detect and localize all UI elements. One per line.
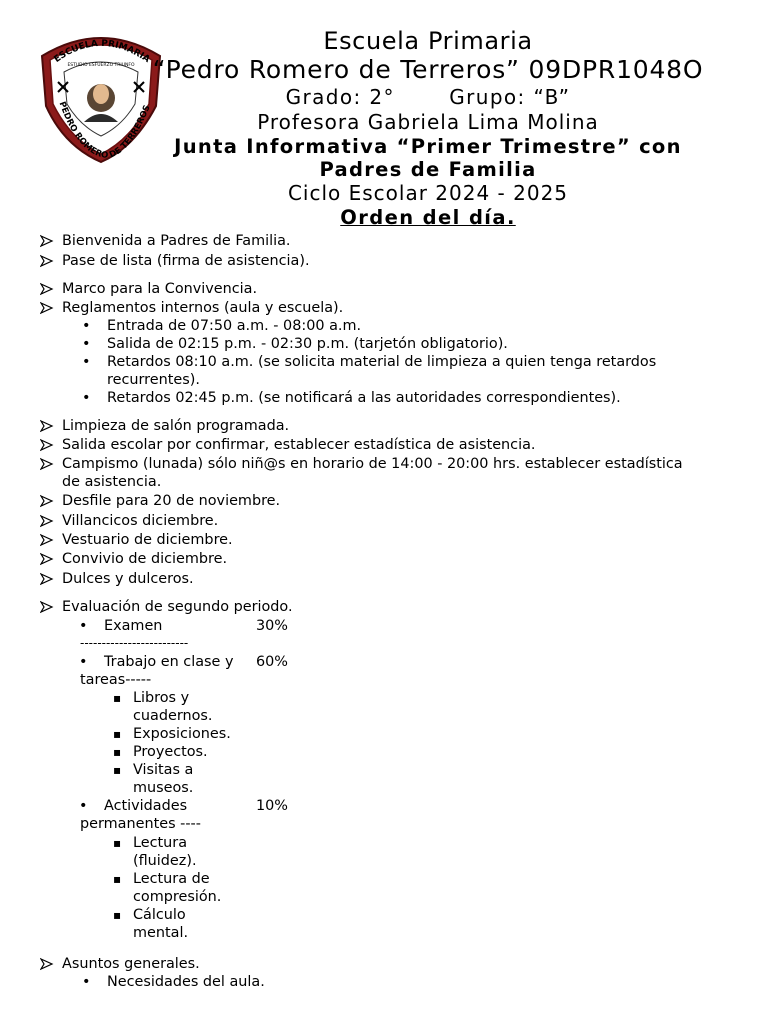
arrow-bullet-icon [40, 299, 54, 317]
document-header [128, 27, 728, 230]
eval-activities-label: • Actividades [104, 797, 187, 815]
eval-activities-item: ▪ Lectura [133, 834, 187, 852]
arrow-bullet-icon [40, 252, 54, 270]
arrow-bullet-icon [40, 417, 54, 435]
sub-list-item: • Salida de 02:15 p.m. - 02:30 p.m. (tarjetón obligatorio). [107, 335, 508, 353]
arrow-bullet-icon [40, 570, 54, 588]
eval-work-item-continuation: cuadernos. [133, 708, 213, 724]
eval-activities-item: ▪ Cálculo [133, 906, 186, 924]
arrow-bullet-icon [40, 455, 54, 473]
arrow-bullet-icon [40, 955, 54, 973]
eval-exam-dashes: ------------------------- [80, 636, 189, 650]
sub-list-item: • Necesidades del aula. [107, 973, 265, 991]
eval-work-item: ▪ Exposiciones. [133, 725, 231, 743]
svg-text:ESCUELA PRIMARIA: ESCUELA PRIMARIA [52, 38, 152, 66]
sub-list-item: • Retardos 08:10 a.m. (se solicita material de limpieza a quien tenga retardos [107, 353, 656, 371]
sub-list-item: • Entrada de 07:50 a.m. - 08:00 a.m. [107, 317, 361, 335]
list-item: Convivio de diciembre. [62, 551, 228, 567]
list-item: Asuntos generales. [62, 956, 200, 972]
sub-list-item-continuation: recurrentes). [107, 372, 200, 388]
eval-work-item: ▪ Visitas a [133, 761, 193, 779]
eval-activities-label-continuation: permanentes ---- [80, 816, 201, 832]
arrow-bullet-icon [40, 598, 54, 616]
eval-activities-item-continuation: compresión. [133, 889, 222, 905]
arrow-bullet-icon [40, 492, 54, 510]
list-item: Bienvenida a Padres de Familia. [62, 233, 291, 249]
list-item: Campismo (lunada) sólo niñ@s en horario de 14:00 - 20:00 hrs. establecer estadística [62, 456, 683, 472]
eval-work-item-continuation: museos. [133, 780, 194, 796]
list-item: Limpieza de salón programada. [62, 418, 290, 434]
list-item: Vestuario de diciembre. [62, 532, 233, 548]
list-item: Desfile para 20 de noviembre. [62, 493, 281, 509]
eval-activities-percent: 10% [256, 798, 288, 814]
list-item: Dulces y dulceros. [62, 571, 194, 587]
arrow-bullet-icon [40, 280, 54, 298]
arrow-bullet-icon [40, 232, 54, 250]
sub-list-item: • Retardos 02:45 p.m. (se notificará a las autoridades correspondientes). [107, 389, 621, 407]
eval-work-percent: 60% [256, 654, 288, 670]
arrow-bullet-icon [40, 531, 54, 549]
list-item: Villancicos diciembre. [62, 513, 219, 529]
arrow-bullet-icon [40, 436, 54, 454]
meeting-title-line-1: Junta Informativa “Primer Trimestre” con [174, 135, 682, 158]
eval-work-label-continuation: tareas----- [80, 672, 152, 688]
eval-exam-label: • Examen [104, 617, 162, 635]
eval-work-label: • Trabajo en clase y [104, 653, 233, 671]
list-item: Salida escolar por confirmar, establecer estadística de asistencia. [62, 437, 536, 453]
agenda-title: Orden del día. [340, 206, 516, 229]
svg-text:PEDRO ROMERO DE TERREROS: PEDRO ROMERO DE TERREROS [56, 100, 153, 162]
eval-exam-percent: 30% [256, 618, 288, 634]
list-item: Marco para la Convivencia. [62, 281, 258, 297]
school-name: “Pedro Romero de Terreros” 09DPR1048O [152, 55, 704, 84]
school-cycle: Ciclo Escolar 2024 - 2025 [287, 181, 569, 205]
list-item-continuation: de asistencia. [62, 474, 162, 490]
eval-work-item: ▪ Proyectos. [133, 743, 208, 761]
teacher-name: Profesora Gabriela Lima Molina [257, 110, 599, 134]
eval-work-item: ▪ Libros y [133, 689, 189, 707]
list-item: Evaluación de segundo periodo. [62, 599, 293, 615]
eval-activities-item: ▪ Lectura de [133, 870, 210, 888]
eval-activities-item-continuation: mental. [133, 925, 189, 941]
arrow-bullet-icon [40, 512, 54, 530]
grade-group: Grado: 2° Grupo: “B” [285, 85, 571, 109]
school-type: Escuela Primaria [323, 27, 533, 55]
svg-text:ESTUDIO ESFUERZO TRIUNFO: ESTUDIO ESFUERZO TRIUNFO [67, 63, 135, 68]
arrow-bullet-icon [40, 550, 54, 568]
list-item: Reglamentos internos (aula y escuela). [62, 300, 344, 316]
meeting-title-line-2: Padres de Familia [319, 158, 537, 181]
list-item: Pase de lista (firma de asistencia). [62, 253, 310, 269]
eval-activities-item-continuation: (fluidez). [133, 853, 197, 869]
